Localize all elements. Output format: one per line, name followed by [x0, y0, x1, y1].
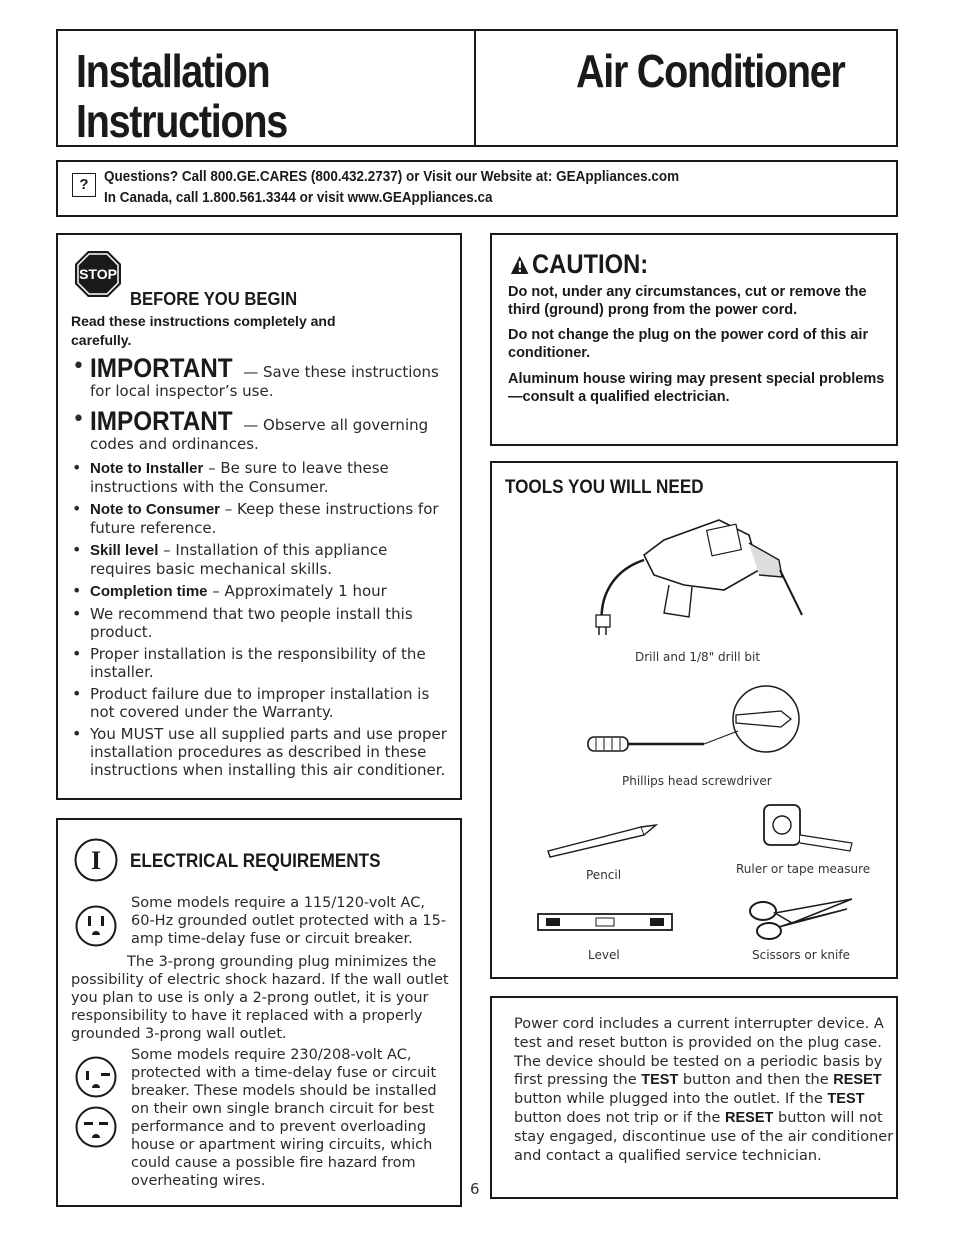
contact-line-canada: In Canada, call 1.800.561.3344 or visit www.GEAppliances.ca — [104, 190, 493, 206]
svg-text:I: I — [90, 846, 102, 875]
electrical-paragraph: Some models require a 115/120-volt AC, 60-Hz grounded outlet protected with a 15-amp time-delay fuse or circuit breaker. — [131, 895, 447, 947]
caution-heading: CAUTION: — [510, 249, 648, 280]
drill-label: Drill and 1/8" drill bit — [635, 650, 761, 664]
screwdriver-label: Phillips head screwdriver — [622, 774, 772, 788]
product-title: Air Conditioner — [576, 45, 845, 97]
list-item: • Product failure due to improper installation is not covered under the Warranty. — [71, 685, 453, 721]
section-heading: BEFORE YOU BEGIN — [130, 288, 298, 309]
header-right-panel — [474, 29, 898, 147]
intro-text: Read these instructions completely and carefully. — [71, 313, 336, 348]
title-line-2: Instructions — [76, 95, 287, 147]
list-item: • Note to Consumer – Keep these instructions for future reference. — [71, 500, 453, 537]
caution-text: Do not change the plug on the power cord of this air conditioner. — [508, 327, 869, 361]
scissors-icon — [747, 895, 857, 945]
list-item: • You MUST use all supplied parts and use proper installation procedures as described in these instructions when installing this air conditioner. — [71, 725, 453, 779]
list-item: • We recommend that two people install this product. — [71, 605, 453, 641]
header-left-panel — [56, 29, 476, 147]
test-keyword: TEST — [827, 1091, 865, 1108]
svg-text:STOP: STOP — [79, 266, 117, 282]
pencil-icon — [546, 823, 661, 859]
electrical-requirements-section — [56, 818, 462, 1207]
drill-icon — [584, 515, 809, 640]
pencil-label: Pencil — [586, 868, 622, 882]
before-you-begin-section — [56, 233, 462, 800]
title-line-1: Installation — [76, 45, 270, 97]
document-title — [76, 46, 287, 146]
section-heading: TOOLS YOU WILL NEED — [505, 477, 704, 498]
list-item: • IMPORTANT — Observe all governing codes and ordinances. — [71, 406, 453, 453]
question-mark-icon: ? — [72, 173, 96, 197]
section-heading: ELECTRICAL REQUIREMENTS — [130, 851, 381, 872]
tools-section — [490, 461, 898, 979]
power-cord-note: Power cord includes a current interrupter device. A test and reset button is provided on the plug case. The device should be tested on a periodic basis by first pressing the TEST button and then the RESET button while plugged into the outlet. If the TEST button does not trip or if the RESET button will not stay engaged, discontinue use of the air conditioner and contact a qualified service technician. — [514, 1016, 894, 1164]
stop-sign-icon — [74, 250, 122, 298]
list-item: • Note to Installer – Be sure to leave these instructions with the Consumer. — [71, 459, 453, 496]
level-label: Level — [588, 948, 620, 962]
list-item: • Skill level – Installation of this appliance requires basic mechanical skills. — [71, 541, 453, 578]
list-item: • Completion time – Approximately 1 hour — [71, 582, 453, 601]
contact-line-us: Questions? Call 800.GE.CARES (800.432.2737) or Visit our Website at: GEAppliances.com — [104, 169, 680, 185]
electrical-paragraph: The 3-prong grounding plug minimizes the possibility of electric shock hazard. If the wall outlet you plan to use is only a 2-prong outlet, it is your responsibility to have it replaced with a properly grounded 3-prong wall outlet. — [71, 954, 449, 1042]
screwdriver-icon — [586, 685, 806, 760]
caution-text: Aluminum house wiring may present special problems—consult a qualified electrician. — [508, 371, 885, 405]
reset-keyword: RESET — [725, 1109, 774, 1126]
three-prong-outlet-icon — [75, 905, 117, 947]
tape-measure-icon — [760, 801, 860, 856]
caution-section — [490, 233, 898, 446]
list-item: • Proper installation is the responsibility of the installer. — [71, 645, 453, 681]
high-voltage-outlet-icon — [75, 1056, 117, 1098]
list-item: • IMPORTANT — Save these instructions for local inspector’s use. — [71, 353, 453, 400]
info-icon — [74, 838, 118, 882]
scissors-label: Scissors or knife — [752, 948, 850, 962]
tape-measure-label: Ruler or tape measure — [736, 862, 871, 876]
power-cord-note-section — [490, 996, 898, 1199]
level-icon — [536, 911, 676, 935]
reset-keyword: RESET — [833, 1072, 882, 1089]
caution-text: Do not, under any circumstances, cut or remove the third (ground) prong from the power cord. — [508, 284, 867, 318]
instruction-list — [71, 353, 453, 783]
contact-info-box — [56, 160, 898, 217]
test-keyword: TEST — [641, 1072, 679, 1089]
warning-triangle-icon — [510, 255, 529, 275]
electrical-paragraph: Some models require 230/208-volt AC, protected with a time-delay fuse or circuit breaker. These models should be installed on their own single branch circuit for best performance and to prevent overloading house or apartment wiring circuits, which could cause a possible fire hazard from overheating wires. — [131, 1047, 437, 1189]
high-voltage-outlet-icon — [75, 1106, 117, 1148]
page-number: 6 — [470, 1180, 480, 1198]
